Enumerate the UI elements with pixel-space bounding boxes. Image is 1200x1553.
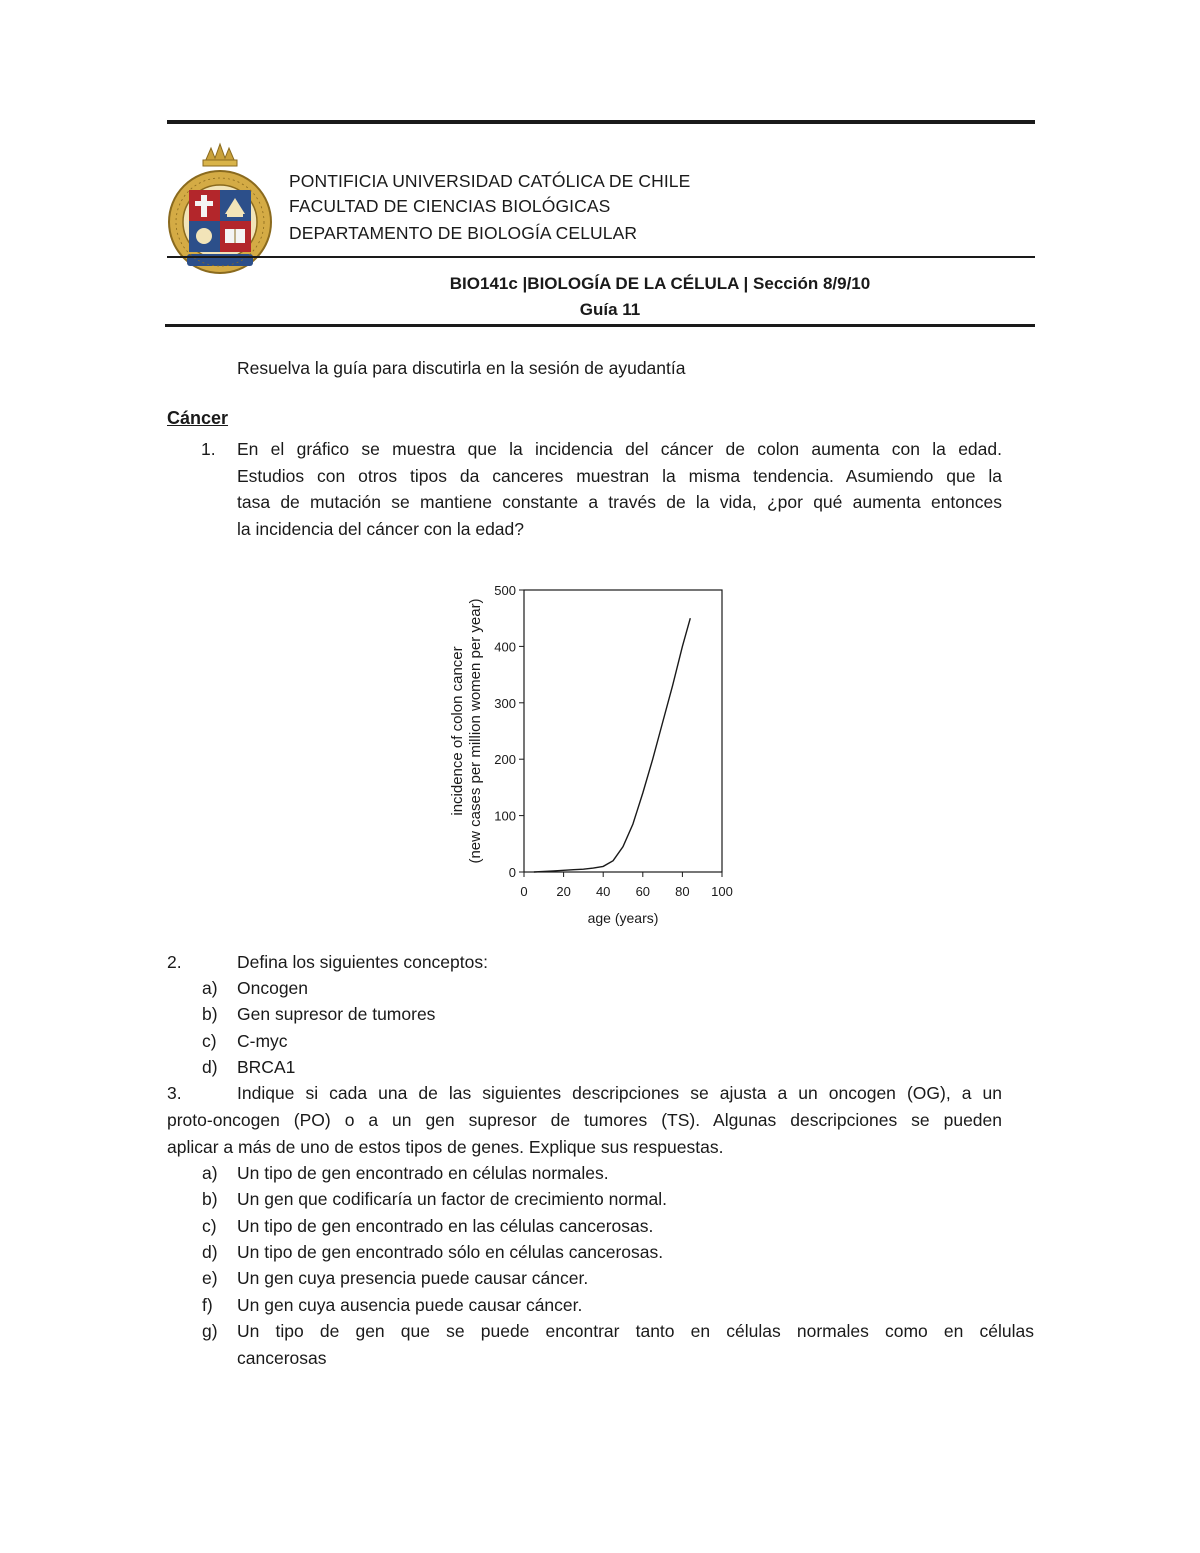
list-item-label: f) — [202, 1295, 213, 1315]
chart-y-tick-label: 200 — [494, 752, 516, 768]
list-item-text: Un gen que codificaría un factor de crecimiento normal. — [237, 1189, 667, 1209]
list-item-text: Gen supresor de tumores — [237, 1004, 436, 1024]
chart-ylabel-line-2: (new cases per million women per year) — [467, 598, 484, 864]
chart-x-tick-label: 60 — [635, 884, 651, 899]
question-3-first-line: Indique si cada una de las siguientes descripciones se ajusta a un oncogen (OG), a un — [237, 1083, 1002, 1103]
chart-y-tick-label: 0 — [508, 865, 516, 880]
chart-ylabel-line-1: incidence of colon cancer — [449, 646, 466, 816]
list-item-label: c) — [202, 1031, 217, 1051]
chart-series-line — [534, 618, 690, 872]
question-1-line: En el gráfico se muestra que la incidencia del cáncer de colon aumenta con la edad. — [237, 439, 1002, 459]
list-item-label: a) — [202, 978, 218, 998]
chart-x-tick-label: 100 — [711, 884, 733, 899]
list-item-label: c) — [202, 1216, 217, 1236]
list-item-label: b) — [202, 1004, 218, 1024]
list-item — [202, 1318, 1034, 1371]
course-line: BIO141c |BIOLOGÍA DE LA CÉLULA | Sección 8/9/10 — [449, 274, 871, 293]
list-item-text: Un gen cuya ausencia puede causar cáncer. — [237, 1295, 583, 1315]
list-item-label: g) — [202, 1321, 218, 1341]
chart-y-tick-label: 400 — [494, 639, 516, 655]
department-name: DEPARTAMENTO DE BIOLOGÍA CELULAR — [289, 223, 638, 243]
faculty-name: FACULTAD DE CIENCIAS BIOLÓGICAS — [289, 196, 611, 216]
list-item-label: d) — [202, 1242, 218, 1262]
question-3-text — [167, 1107, 1002, 1160]
chart-x-tick-label: 0 — [520, 884, 528, 899]
list-item-label: d) — [202, 1057, 218, 1077]
question-1-line: tasa de mutación se mantiene constante a través de la vida, ¿por qué aumenta entonces — [237, 492, 1002, 513]
list-item-text: BRCA1 — [237, 1057, 296, 1077]
chart-x-tick-label: 20 — [556, 884, 571, 899]
list-item-text: Un tipo de gen encontrado sólo en células cancerosas. — [237, 1242, 664, 1262]
intro-instruction: Resuelva la guía para discutirla en la sesión de ayudantía — [237, 358, 686, 378]
question-1-text — [237, 436, 1002, 542]
question-1-line: Estudios con otros tipos da canceres muestran la misma tendencia. Asumiendo que la — [237, 465, 1002, 486]
list-item-text: C-myc — [237, 1031, 288, 1051]
chart-y-tick-label: 500 — [494, 583, 516, 598]
colon-cancer-incidence-chart — [436, 572, 756, 932]
question-3-number: 3. — [167, 1083, 182, 1103]
chart-x-tick-label: 40 — [595, 884, 611, 899]
question-2-prompt: Defina los siguientes conceptos: — [237, 952, 488, 972]
chart-xlabel: age (years) — [587, 910, 659, 926]
chart-y-tick-label: 300 — [494, 695, 516, 711]
question-3-line: proto-oncogen (PO) o a un gen supresor de tumores (TS). Algunas descripciones se pueden — [167, 1110, 1002, 1130]
list-item-text: Oncogen — [237, 978, 309, 998]
question-1-number: 1. — [201, 439, 216, 459]
list-item-label: e) — [202, 1268, 218, 1288]
question-1-line: la incidencia del cáncer con la edad? — [237, 518, 524, 539]
header-top-rule — [167, 120, 1035, 124]
section-title: Cáncer — [167, 408, 229, 428]
guide-title: Guía 11 — [579, 300, 641, 319]
question-3-line: aplicar a más de uno de estos tipos de genes. Explique sus respuestas. — [167, 1136, 724, 1157]
list-item-text-continuation: cancerosas — [237, 1347, 327, 1368]
chart-plot-frame — [524, 590, 722, 872]
chart-x-tick-label: 80 — [675, 884, 690, 899]
institution-name: PONTIFICIA UNIVERSIDAD CATÓLICA DE CHILE — [289, 171, 691, 191]
header-middle-rule — [167, 256, 1035, 258]
question-2-number: 2. — [167, 952, 182, 972]
list-item-text: Un tipo de gen encontrado en células normales. — [237, 1163, 609, 1183]
header-bottom-rule — [165, 324, 1035, 327]
list-item-text: Un tipo de gen que se puede encontrar tanto en células normales como en células — [237, 1321, 1034, 1341]
list-item-text: Un tipo de gen encontrado en las células cancerosas. — [237, 1216, 654, 1236]
list-item-text: Un gen cuya presencia puede causar cáncer. — [237, 1268, 589, 1288]
chart-y-tick-label: 100 — [494, 808, 516, 824]
list-item-label: b) — [202, 1189, 218, 1209]
list-item-label: a) — [202, 1163, 218, 1183]
